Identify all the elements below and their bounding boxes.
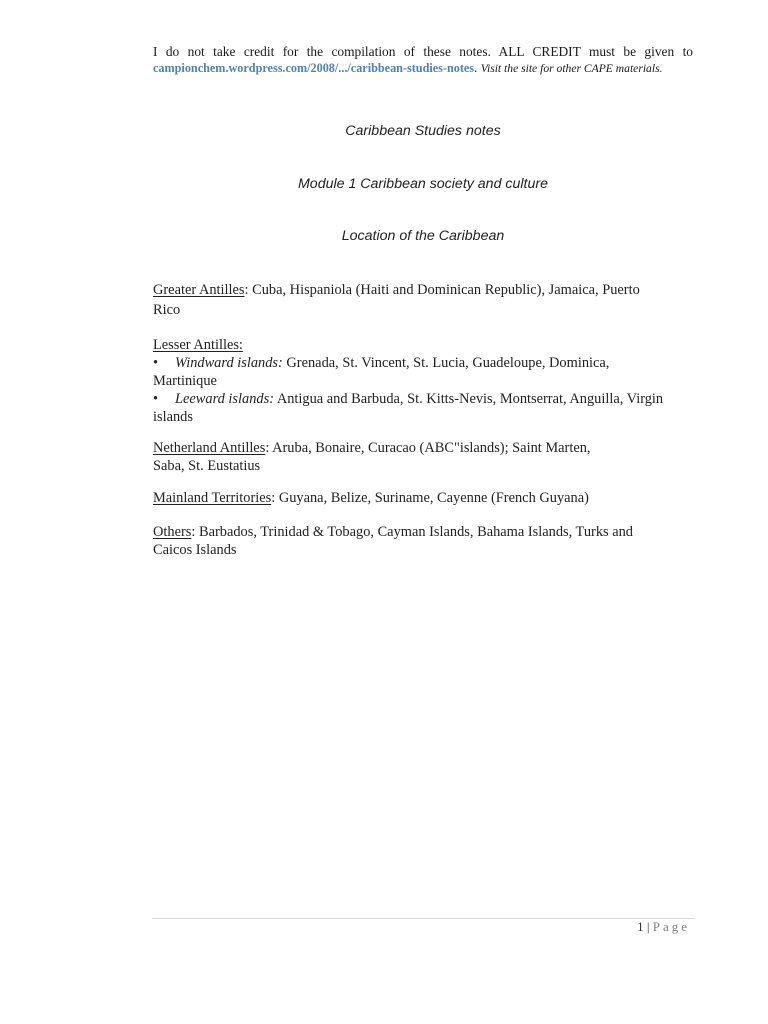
windward-text-cont: Martinique	[153, 373, 217, 389]
page-footer	[540, 919, 690, 935]
lesser-antilles-label: Lesser Antilles:	[153, 337, 243, 353]
mainland-territories-paragraph	[153, 489, 693, 507]
others-paragraph	[153, 523, 693, 559]
source-link[interactable]: campionchem.wordpress.com/2008/.../caribbean-studies-notes	[153, 61, 475, 75]
bullet-icon: •	[153, 355, 159, 371]
netherland-antilles-paragraph	[153, 439, 693, 475]
leeward-item	[153, 390, 693, 408]
greater-antilles-text-cont: Rico	[153, 302, 181, 318]
windward-label: Windward islands:	[175, 355, 283, 371]
credit-notice-line2: campionchem.wordpress.com/2008/.../caribbean-studies-notes. Visit the site for other CAPE materials.	[153, 60, 663, 75]
greater-antilles-paragraph	[153, 281, 693, 319]
credit-notice: I do not take credit for the compilation of these notes. ALL CREDIT must be given to	[153, 44, 693, 59]
page-word: Page	[652, 919, 690, 934]
greater-antilles-text: : Cuba, Hispaniola (Haiti and Dominican Republic), Jamaica, Puerto	[244, 282, 640, 298]
netherland-antilles-label: Netherland Antilles	[153, 440, 266, 456]
greater-antilles-label: Greater Antilles	[153, 282, 245, 298]
visit-note: Visit the site for other CAPE materials.	[480, 62, 663, 75]
bullet-icon: •	[153, 391, 159, 407]
mainland-territories-label: Mainland Territories	[153, 490, 272, 506]
windward-item	[153, 354, 693, 372]
lesser-antilles-paragraph	[153, 336, 693, 426]
page-separator: |	[643, 919, 653, 934]
mainland-territories-text: : Guyana, Belize, Suriname, Cayenne (French Guyana)	[271, 490, 589, 506]
section-title: Location of the Caribbean	[341, 228, 505, 244]
page-number: 1	[637, 919, 644, 934]
module-title: Module 1 Caribbean society and culture	[297, 176, 548, 192]
leeward-label: Leeward islands:	[175, 391, 275, 407]
windward-text: Grenada, St. Vincent, St. Lucia, Guadeloupe, Dominica,	[282, 355, 610, 371]
netherland-antilles-text: : Aruba, Bonaire, Curacao (ABC"islands); Saint Marten,	[265, 440, 591, 456]
others-text: : Barbados, Trinidad & Tobago, Cayman Islands, Bahama Islands, Turks and	[191, 524, 633, 540]
leeward-text-cont: islands	[153, 409, 193, 425]
others-label: Others	[153, 524, 192, 540]
document-title: Caribbean Studies notes	[345, 123, 501, 139]
others-text-cont: Caicos Islands	[153, 542, 237, 558]
netherland-antilles-text-cont: Saba, St. Eustatius	[153, 458, 261, 474]
leeward-text: Antigua and Barbuda, St. Kitts-Nevis, Montserrat, Anguilla, Virgin	[274, 391, 664, 407]
